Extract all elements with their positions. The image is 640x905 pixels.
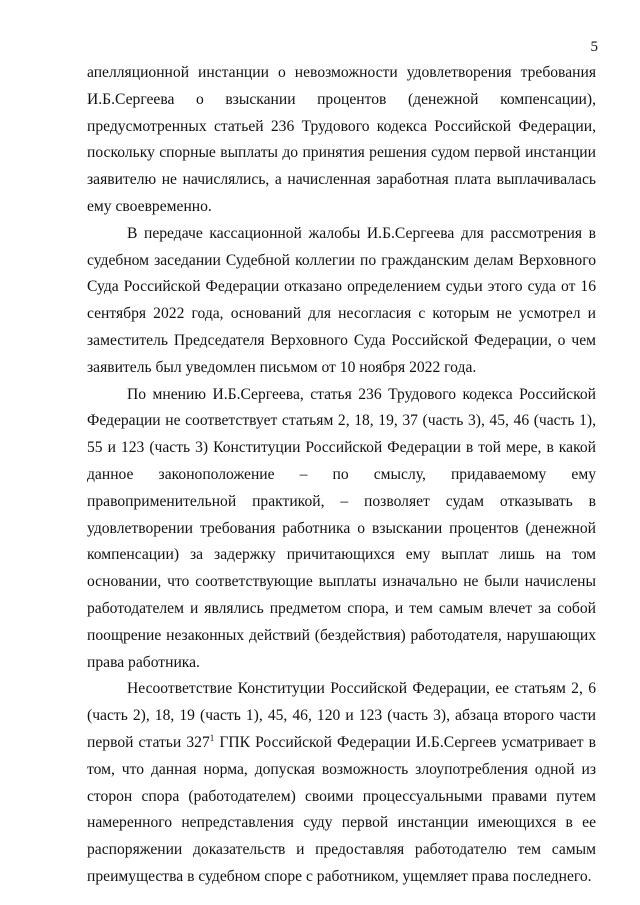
paragraph-appeal-continuation: апелляционной инстанции о невозможности удовлетворения требования И.Б.Сергеева о взыскании процентов (денежной компенсации), предусмотренных статьей 236 Трудового кодекса Российской Федерации, поскольку спорные выплаты до принятия решения судом первой инстанции заявителю не начислялись, а начисленная заработная плата выплачивалась ему своевременно. [87, 64, 596, 215]
paragraph-applicant-opinion-article-327 [87, 676, 596, 890]
page-number: 5 [590, 39, 598, 55]
paragraph-text-before: Несоответствие Конституции Российской Федерации, ее статьям 2, 6 (часть 2), 18, 19 (часть 1), 45, 46, 120 и 123 (часть 3), абзаца второго части первой статьи 327 [87, 680, 596, 751]
paragraph-applicant-opinion-article-236: По мнению И.Б.Сергеева, статья 236 Трудового кодекса Российской Федерации не соответствует статьям 2, 18, 19, 37 (часть 3), 45, 46 (часть 1), 55 и 123 (часть 3) Конституции Российской Федерации в той мере, в какой данное законоположение – по смыслу, придаваемому ему правоприменительной практикой, – позволяет судам отказывать в удовлетворении требования работника о взыскании процентов (денежной компенсации) за задержку причитающихся ему выплат лишь на том основании, что соответствующие выплаты изначально не были начислены работодателем и являлись предметом спора, и тем самым влечет за собой поощрение незаконных действий (бездействия) работодателя, нарушающих права работника. [87, 385, 596, 671]
paragraph-text-after: ГПК Российской Федерации И.Б.Сергеев усматривает в том, что данная норма, допуская возможность злоупотребления одной из сторон спора (работодателем) своими процессуальными правами путем намеренного непредставления суду первой инстанции имеющихся в ее распоряжении доказательств и предоставляя работодателю тем самым преимущества в судебном споре с работником, ущемляет права последнего. [87, 733, 596, 885]
article-superscript: 1 [209, 732, 215, 743]
paragraph-cassation-refusal: В передаче кассационной жалобы И.Б.Сергеева для рассмотрения в судебном заседании Судебной коллегии по гражданским делам Верховного Суда Российской Федерации отказано определением судьи этого суда от 16 сентября 2022 года, оснований для несогласия с которым не усмотрел и заместитель Председателя Верховного Суда Российской Федерации, о чем заявитель был уведомлен письмом от 10 ноября 2022 года. [87, 224, 596, 376]
document-body [87, 60, 596, 891]
